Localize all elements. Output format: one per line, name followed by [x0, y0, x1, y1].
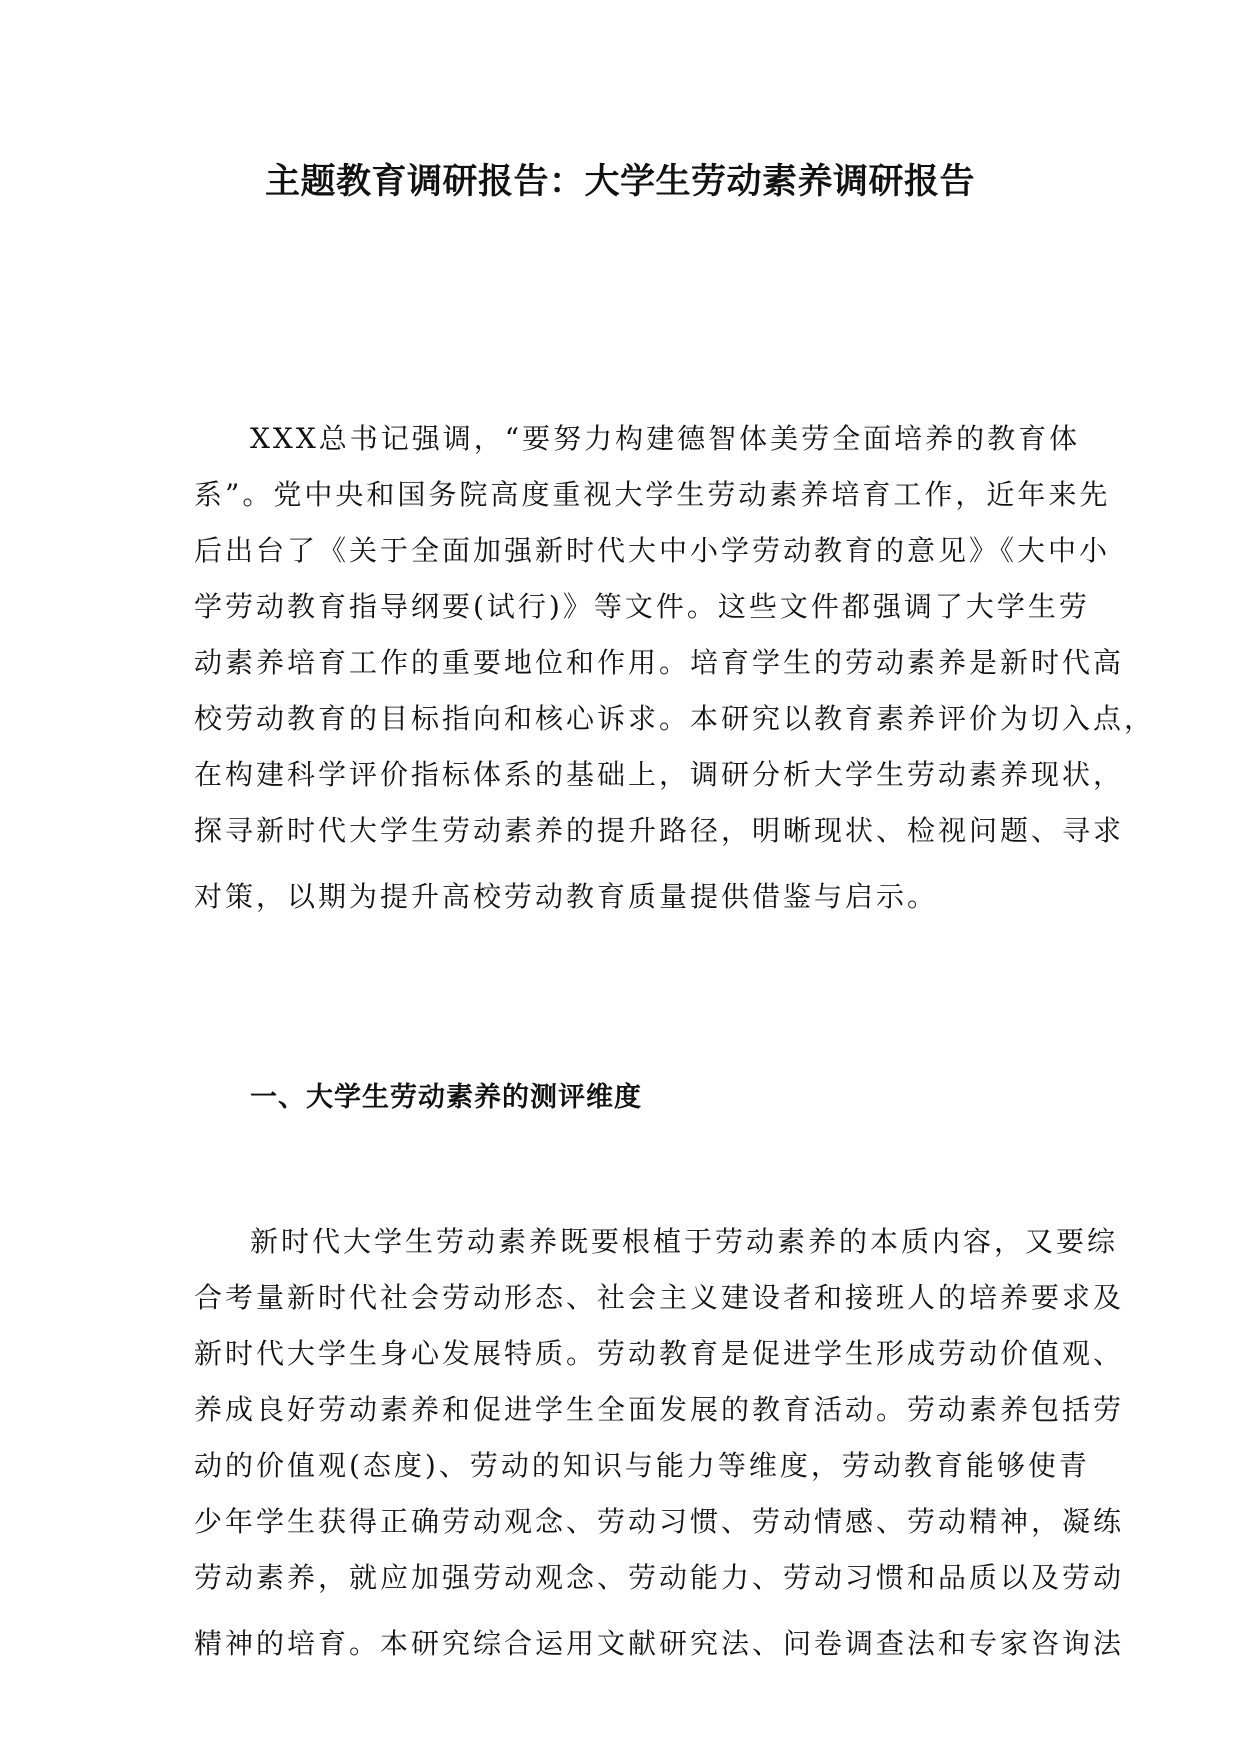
paragraph-line: 探寻新时代大学生劳动素养的提升路径，明晰现状、检视问题、寻求	[194, 814, 1125, 847]
intro-paragraph	[194, 411, 1156, 925]
paragraph-line: 在构建科学评价指标体系的基础上，调研分析大学生劳动素养现状，	[194, 758, 1125, 791]
paragraph-line: 精神的培育。本研究综合运用文献研究法、问卷调查法和专家咨询法	[194, 1627, 1125, 1660]
paragraph-line: 系”。党中央和国务院高度重视大学生劳动素养培育工作，近年来先	[194, 478, 1111, 511]
paragraph-line: 少年学生获得正确劳动观念、劳动习惯、劳动情感、劳动精神，凝练	[194, 1505, 1125, 1538]
paragraph-line: 后出台了《关于全面加强新时代大中小学劳动教育的意见》《大中小	[194, 534, 1111, 567]
paragraph-line: 对策，以期为提升高校劳动教育质量提供借鉴与启示。	[194, 880, 939, 913]
paragraph-line: 劳动素养，就应加强劳动观念、劳动能力、劳动习惯和品质以及劳动	[194, 1561, 1125, 1594]
section-heading: 一、大学生劳动素养的测评维度	[250, 1082, 642, 1113]
paragraph-line: 校劳动教育的目标指向和核心诉求。本研究以教育素养评价为切入点，	[194, 702, 1156, 735]
paragraph-line: XXX总书记强调，“要努力构建德智体美劳全面培养的教育体	[250, 422, 1081, 455]
document-title: 主题教育调研报告：大学生劳动素养调研报告	[264, 162, 975, 202]
paragraph-line: 动的价值观(态度)、劳动的知识与能力等维度，劳动教育能够使青	[194, 1449, 1090, 1482]
paragraph-line: 动素养培育工作的重要地位和作用。培育学生的劳动素养是新时代高	[194, 646, 1125, 679]
paragraph-line: 新时代大学生劳动素养既要根植于劳动素养的本质内容，又要综	[250, 1225, 1119, 1258]
paragraph-line: 养成良好劳动素养和促进学生全面发展的教育活动。劳动素养包括劳	[194, 1393, 1125, 1426]
paragraph-line: 学劳动教育指导纲要(试行)》等文件。这些文件都强调了大学生劳	[194, 590, 1090, 623]
paragraph-line: 合考量新时代社会劳动形态、社会主义建设者和接班人的培养要求及	[194, 1281, 1125, 1314]
paragraph-line: 新时代大学生身心发展特质。劳动教育是促进学生形成劳动价值观、	[194, 1337, 1125, 1370]
section-1-paragraph	[194, 1214, 1125, 1672]
